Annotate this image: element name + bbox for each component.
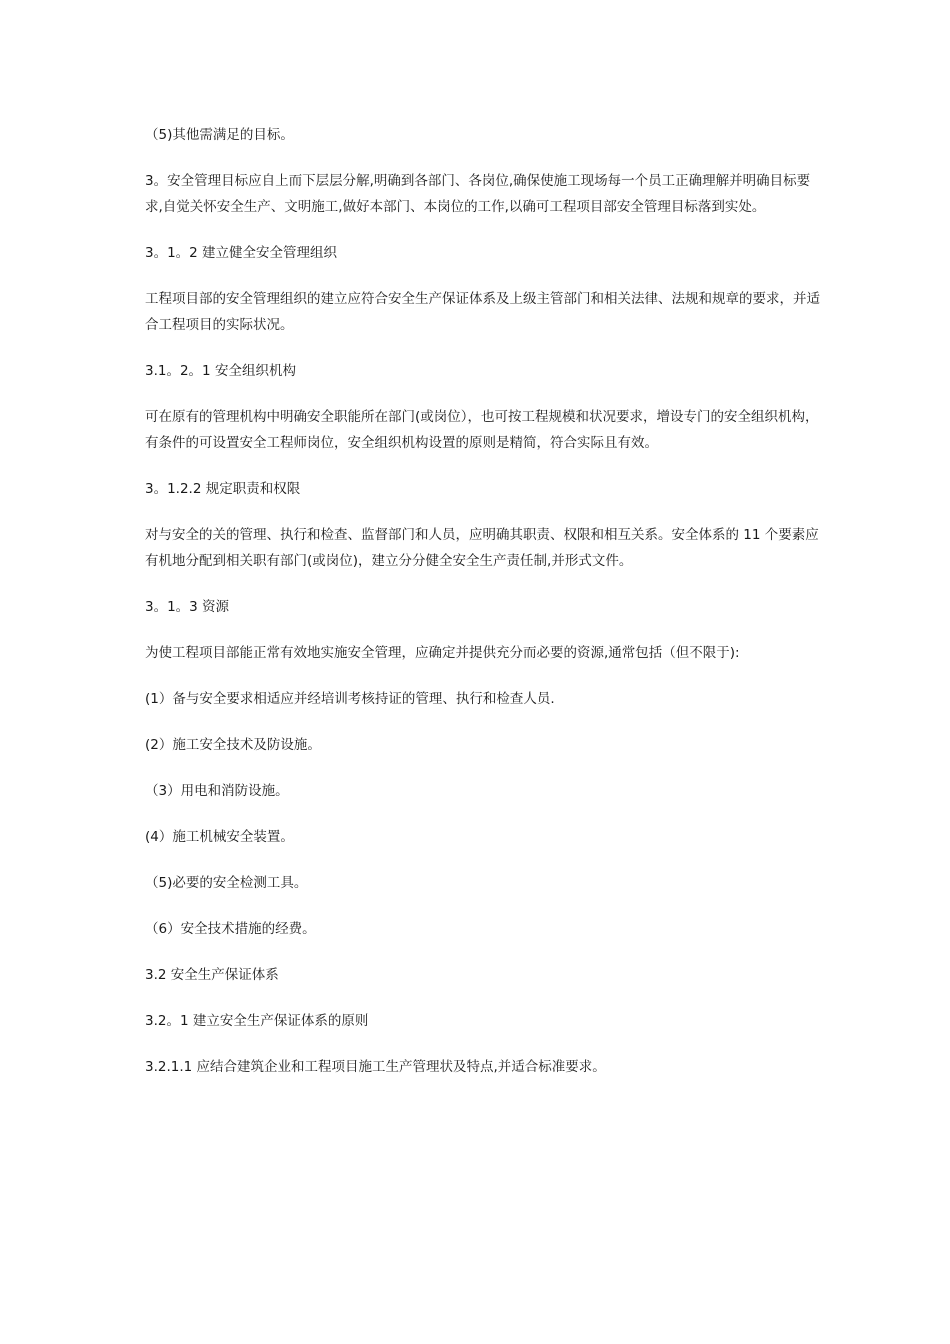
list-item-2: (2）施工安全技术及防设施。 xyxy=(145,737,321,753)
list-item-5: （5)必要的安全检测工具。 xyxy=(145,875,308,891)
document-body xyxy=(145,122,820,1100)
list-item-3: （3）用电和消防设施。 xyxy=(145,783,289,799)
heading-3-2-1: 3.2。1 建立安全生产保证体系的原则 xyxy=(145,1013,369,1029)
paragraph-resources: 为使工程项目部能正常有效地实施安全管理，应确定并提供充分而必要的资源,通常包括（但不限于): xyxy=(145,645,740,661)
list-item-4: (4）施工机械安全装置。 xyxy=(145,829,294,845)
paragraph-responsibilities: 对与安全的关的管理、执行和检查、监督部门和人员，应明确其职责、权限和相互关系。安全体系的 11 个要素应有机地分配到相关职有部门(或岗位)，建立分分健全安全生产责任制,并形式文件。 xyxy=(145,527,819,569)
heading-3-1-2-2: 3。1.2.2 规定职责和权限 xyxy=(145,481,301,497)
heading-3-2: 3.2 安全生产保证体系 xyxy=(145,967,279,983)
heading-3-1-2: 3。1。2 建立健全安全管理组织 xyxy=(145,245,338,261)
heading-3-1-2-1: 3.1。2。1 安全组织机构 xyxy=(145,363,296,379)
paragraph-other-goals: （5)其他需满足的目标。 xyxy=(145,127,294,143)
list-item-1: (1）备与安全要求相适应并经培训考核持证的管理、执行和检查人员. xyxy=(145,691,555,707)
paragraph-3-2-1-1: 3.2.1.1 应结合建筑企业和工程项目施工生产管理状及特点,并适合标准要求。 xyxy=(145,1059,606,1075)
paragraph-organization: 工程项目部的安全管理组织的建立应符合安全生产保证体系及上级主管部门和相关法律、法规和规章的要求，并适合工程项目的实际状况。 xyxy=(145,291,820,333)
paragraph-goal-decomposition: 3。安全管理目标应自上而下层层分解,明确到各部门、各岗位,确保使施工现场每一个员工正确理解并明确目标要求,自觉关怀安全生产、文明施工,做好本部门、本岗位的工作,以确可工程项目部安全管理目标落到实处。 xyxy=(145,173,811,215)
list-item-6: （6）安全技术措施的经费。 xyxy=(145,921,316,937)
paragraph-safety-structure: 可在原有的管理机构中明确安全职能所在部门(或岗位），也可按工程规模和状况要求，增设专门的安全组织机构，有条件的可设置安全工程师岗位，安全组织机构设置的原则是精简，符合实际且有效。 xyxy=(145,409,819,451)
heading-3-1-3: 3。1。3 资源 xyxy=(145,599,230,615)
